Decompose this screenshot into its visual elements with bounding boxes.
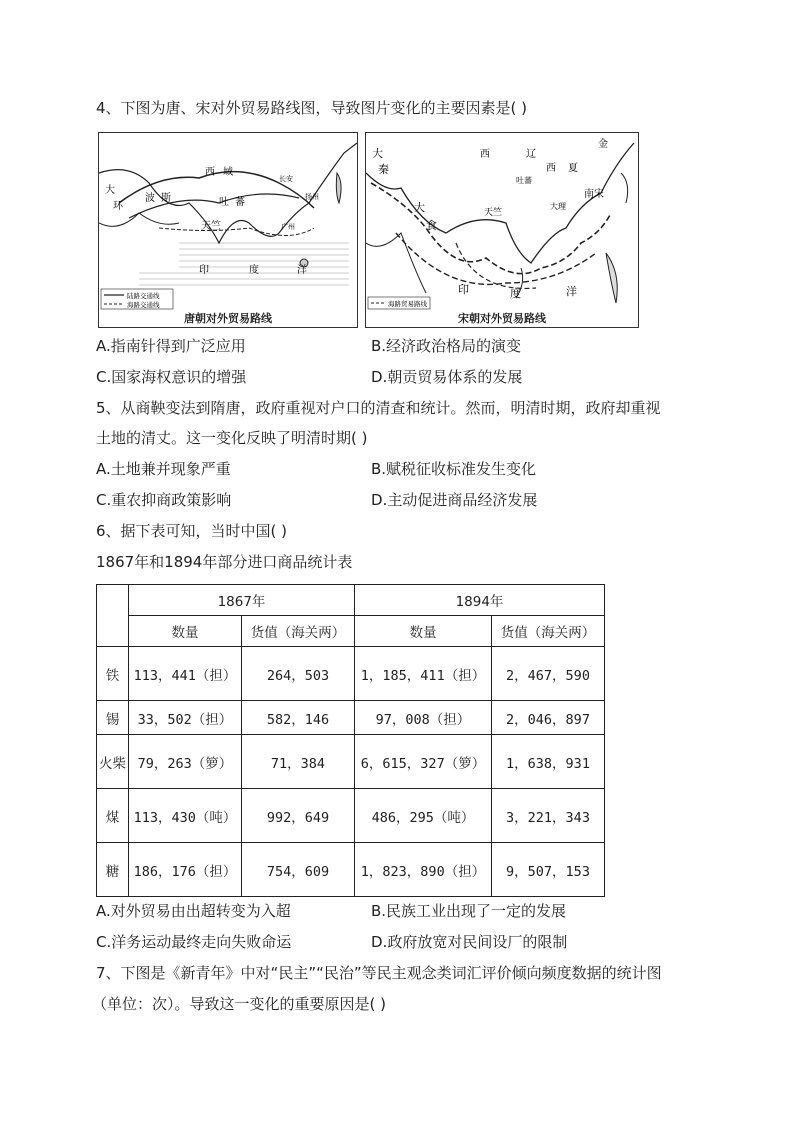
cell: 1，823，890（担） xyxy=(355,843,492,897)
year-1867-header: 1867年 xyxy=(129,585,355,616)
row-item: 铁 xyxy=(97,647,129,701)
song-map-label: 食 xyxy=(426,219,437,232)
cell: 2，467，590 xyxy=(492,647,605,701)
table-row xyxy=(97,647,605,701)
cell: 186，176（担） xyxy=(129,843,242,897)
q6-table-title: 1867年和1894年部分进口商品统计表 xyxy=(96,553,353,571)
cell: 1，185，411（担） xyxy=(355,647,492,701)
table-row xyxy=(97,701,605,735)
cell: 992，649 xyxy=(242,789,355,843)
cell: 582，146 xyxy=(242,701,355,735)
tang-map-label: 长安 xyxy=(279,175,293,183)
song-map-label: 金 xyxy=(598,139,608,150)
subheader-quantity: 数量 xyxy=(129,616,242,647)
tang-map-drawing xyxy=(99,133,357,327)
q5-option-d: D.主动促进商品经济发展 xyxy=(371,491,538,509)
tang-trade-map xyxy=(98,132,358,328)
q4-option-c: C.国家海权意识的增强 xyxy=(96,368,247,386)
song-map-label: 西 xyxy=(546,163,556,174)
q5-option-c: C.重农抑商政策影响 xyxy=(96,491,232,509)
cell: 264，503 xyxy=(242,647,355,701)
table-year-header-row xyxy=(97,585,605,616)
year-1894-header: 1894年 xyxy=(355,585,605,616)
cell: 79，263（箩） xyxy=(129,735,242,789)
song-map-label: 洋 xyxy=(566,285,577,298)
tang-map-label: 西 xyxy=(205,167,215,178)
tang-map-label: 波 xyxy=(145,193,155,204)
q6-option-d: D.政府放宽对民间设厂的限制 xyxy=(371,933,568,951)
cell: 754，609 xyxy=(242,843,355,897)
table-corner-cell xyxy=(97,585,129,647)
q6-stem: 6、据下表可知，当时中国( ) xyxy=(96,522,288,540)
table-subheader-row xyxy=(97,616,605,647)
cell: 9，507，153 xyxy=(492,843,605,897)
q6-option-b: B.民族工业出现了一定的发展 xyxy=(371,902,567,920)
song-map-label: 南宋 xyxy=(584,189,604,200)
song-trade-map xyxy=(365,132,639,328)
tang-map-label: 印 xyxy=(199,265,209,276)
q4-option-a: A.指南针得到广泛应用 xyxy=(96,337,246,355)
cell: 113，441（担） xyxy=(129,647,242,701)
subheader-value: 货值（海关两） xyxy=(492,616,605,647)
tang-map-label: 环 xyxy=(113,201,123,212)
tang-map-label: 域 xyxy=(223,167,233,178)
tang-map-label: 天竺 xyxy=(201,221,221,232)
q6-option-a: A.对外贸易由出超转变为入超 xyxy=(96,902,291,920)
song-map-label: 辽 xyxy=(526,149,536,160)
song-map-label: 大 xyxy=(372,147,383,160)
song-map-label: 大 xyxy=(414,201,425,214)
song-map-label: 天竺 xyxy=(484,208,503,218)
tang-map-label: 斯 xyxy=(161,193,171,204)
row-item: 火柴 xyxy=(97,735,129,789)
cell: 3，221，343 xyxy=(492,789,605,843)
tang-map-label: 度 xyxy=(249,265,259,276)
tang-legend-land: 陆路交通线 xyxy=(127,292,160,300)
table-row xyxy=(97,789,605,843)
subheader-quantity: 数量 xyxy=(355,616,492,647)
tang-map-label: 蕃 xyxy=(235,197,245,208)
q4-option-d: D.朝贡贸易体系的发展 xyxy=(371,368,523,386)
song-map-label: 夏 xyxy=(568,163,578,174)
table-row xyxy=(97,735,605,789)
subheader-value: 货值（海关两） xyxy=(242,616,355,647)
tang-map-label: 洋 xyxy=(297,265,307,276)
tang-map-label: 吐 xyxy=(219,197,229,208)
cell: 33，502（担） xyxy=(129,701,242,735)
cell: 97，008（担） xyxy=(355,701,492,735)
q5-stem-line2: 土地的清丈。这一变化反映了明清时期( ) xyxy=(96,429,368,447)
q7-stem-line2: （单位：次）。导致这一变化的重要原因是( ) xyxy=(92,995,386,1013)
song-map-label: 度 xyxy=(510,287,521,300)
song-map-label: 秦 xyxy=(378,163,389,176)
tang-legend-sea: 海路交通线 xyxy=(127,301,160,309)
row-item: 锡 xyxy=(97,701,129,735)
q5-option-a: A.土地兼并现象严重 xyxy=(96,460,231,478)
tang-map-caption: 唐朝对外贸易路线 xyxy=(184,312,272,325)
row-item: 糖 xyxy=(97,843,129,897)
song-map-label: 西 xyxy=(480,149,490,160)
q6-option-c: C.洋务运动最终走向失败命运 xyxy=(96,933,292,951)
song-map-drawing xyxy=(366,133,638,327)
cell: 6，615，327（箩） xyxy=(355,735,492,789)
cell: 113，430（吨） xyxy=(129,789,242,843)
q7-stem-line1: 7、下图是《新青年》中对“民主”“民治”等民主观念类词汇评价倾向频度数据的统计图 xyxy=(96,964,662,982)
cell: 71，384 xyxy=(242,735,355,789)
table-row xyxy=(97,843,605,897)
cell: 1，638，931 xyxy=(492,735,605,789)
tang-map-label: 广州 xyxy=(281,223,295,231)
song-map-label: 印 xyxy=(458,283,469,296)
song-map-label: 大理 xyxy=(550,202,566,211)
q4-stem: 4、下图为唐、宋对外贸易路线图，导致图片变化的主要因素是( ) xyxy=(96,99,528,117)
q5-option-b: B.赋税征收标准发生变化 xyxy=(371,460,537,478)
q5-stem-line1: 5、从商鞅变法到隋唐，政府重视对户口的清查和统计。然而，明清时期，政府却重视 xyxy=(96,399,661,417)
song-map-caption: 宋朝对外贸易路线 xyxy=(458,312,546,325)
tang-map-label: 扬州 xyxy=(305,193,319,201)
row-item: 煤 xyxy=(97,789,129,843)
q4-option-b: B.经济政治格局的演变 xyxy=(371,337,522,355)
import-stats-table xyxy=(96,584,605,897)
cell: 486，295（吨） xyxy=(355,789,492,843)
song-map-label: 吐蕃 xyxy=(516,176,532,185)
song-legend-sea: 海路贸易路线 xyxy=(388,300,427,308)
tang-map-label: 大 xyxy=(105,185,115,196)
cell: 2，046，897 xyxy=(492,701,605,735)
